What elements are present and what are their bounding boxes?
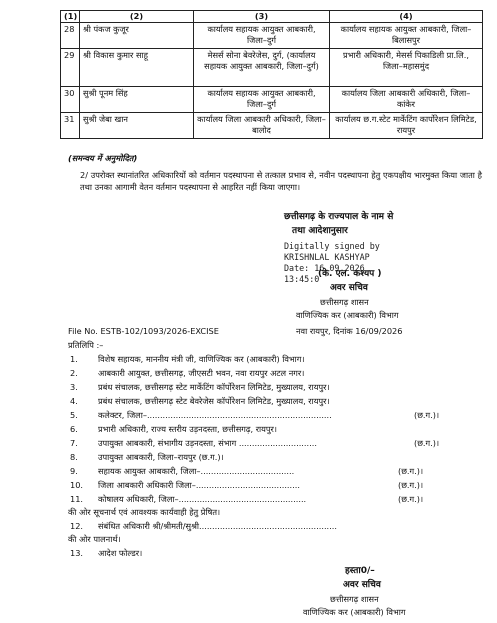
list-item-number: 11.: [70, 494, 84, 504]
row-number: 29: [61, 49, 80, 87]
table-row: [61, 49, 483, 87]
list-item: सहायक आयुक्त आबकारी, जिला–....................................: [98, 466, 295, 476]
table-header: (4): [330, 11, 483, 23]
digital-signature-line: KRISHNLAL KASHYAP: [284, 252, 370, 262]
list-item-suffix: (छ.ग.)।: [414, 438, 440, 448]
copy-label: प्रतिलिपि :–: [68, 340, 104, 350]
table-header-row: [61, 11, 483, 23]
approval-note: (समन्वय में अनुमोदित): [68, 153, 138, 163]
governor-order-line1: छत्तीसगढ़ के राज्यपाल के नाम से: [284, 212, 394, 222]
row-number: 30: [61, 87, 80, 113]
list-item-suffix: (छ.ग.)।: [398, 466, 424, 476]
list-item-number: 12.: [70, 521, 84, 531]
table-header: (3): [194, 11, 330, 23]
digital-signature-line: Digitally signed by: [284, 241, 380, 251]
table-row: [61, 87, 483, 113]
file-number: File No. ESTB-102/1093/2026-EXCISE: [68, 326, 219, 336]
row-number: 31: [61, 113, 80, 139]
new-posting: कार्यालय जिला आबकारी अधिकारी, जिला–कांकेर: [330, 87, 483, 113]
body-paragraph: 2/ उपरोक्त स्थानांतरित अधिकारियों को वर्तमान पदस्थापना से तत्काल प्रभाव से, नवीन पदस्थापना हेतु एकपक्षीय भारमुक्त किया जाता है तथा उनका आगामी वेतन वर्तमान पदस्थापना से आहरित नहीं किया जाएगा।: [80, 170, 482, 192]
governor-order-line2: तथा आदेशानुसार: [292, 226, 348, 236]
list-item-number: 8.: [70, 452, 78, 462]
new-posting: कार्यालय छ.ग.स्टेट मार्केटिंग कार्पोरेशन लिमिटेड, रायपुर: [330, 113, 483, 139]
list-item-suffix: (छ.ग.)।: [414, 410, 440, 420]
signatory-govt: छत्तीसगढ़ शासन: [320, 297, 369, 307]
list-item-number: 10.: [70, 480, 84, 490]
officer-name: श्री पंकज कुजूर: [80, 23, 194, 49]
list-item: प्रबंध संचालक, छत्तीसगढ़ स्टेट मार्केटिंग कॉर्पोरेशन लिमिटेड, मुख्यालय, रायपुर।: [98, 382, 330, 392]
order-date: नवा रायपुर, दिनांक 16/09/2026: [296, 326, 403, 336]
list-item-number: 9.: [70, 466, 78, 476]
list-item-number: 7.: [70, 438, 78, 448]
table-row: [61, 23, 483, 49]
signatory-designation: अवर सचिव: [330, 283, 368, 293]
list-item-number: 1.: [70, 354, 78, 364]
list-item-number: 3.: [70, 382, 78, 392]
current-posting: मेसर्स सोना बेवरेजेस, दुर्ग, (कार्यालय सहायक आयुक्त आबकारी, जिला–दुर्ग): [194, 49, 330, 87]
transfer-table: [60, 10, 483, 139]
list-item: आबकारी आयुक्त, छत्तीसगढ़, जीएसटी भवन, नवा रायपुर अटल नगर।: [98, 368, 305, 378]
list-item: विशेष सहायक, माननीय मंत्री जी, वाणिज्यिक कर (आबकारी) विभाग।: [98, 354, 305, 364]
list-item-suffix: (छ.ग.)।: [398, 480, 424, 490]
table-header: (2): [80, 11, 194, 23]
copy-forward-note: की ओर सूचनार्थ एवं आवश्यक कार्यवाही हेतु प्रेषित।: [68, 507, 221, 517]
table-row: [61, 113, 483, 139]
list-item: कोषालय अधिकारी, जिला–.................................................: [98, 494, 307, 504]
digital-signature-line: 13:45:0: [284, 274, 320, 284]
signatory-govt-2: छत्तीसगढ़ शासन: [330, 594, 379, 604]
list-item: प्रबंध संचालक, छत्तीसगढ़ स्टेट बेवरेजेस कॉर्पोरेशन लिमिटेड, मुख्यालय, रायपुर।: [98, 396, 330, 406]
signatory-name: (के. एल. कश्यप ): [318, 269, 382, 279]
officer-name: श्री विकास कुमार साहू: [80, 49, 194, 87]
list-item: उपायुक्त आबकारी, संभागीय उड़नदस्ता, संभाग ..............................: [98, 438, 317, 448]
current-posting: कार्यालय सहायक आयुक्त आबकारी, जिला–दुर्ग: [194, 87, 330, 113]
table-header: (1): [61, 11, 80, 23]
list-item-number: 6.: [70, 424, 78, 434]
digital-signature-line: Date: 16.09.2026: [284, 263, 365, 273]
list-item: कलेक्टर, जिला–.......................................................................: [98, 410, 332, 420]
list-item: जिला आबकारी अधिकारी जिला–........................................: [98, 480, 300, 490]
signatory-dept: वाणिज्यिक कर (आबकारी) विभाग: [296, 310, 399, 320]
copy-compliance-note: की ओर पालनार्थ।: [68, 534, 121, 544]
list-item-number: 13.: [70, 548, 84, 558]
current-posting: कार्यालय सहायक आयुक्त आबकारी, जिला–दुर्ग: [194, 23, 330, 49]
list-item-suffix: (छ.ग.)।: [398, 494, 424, 504]
list-item: आदेश फोल्डर।: [98, 548, 143, 558]
new-posting: कार्यालय सहायक आयुक्त आबकारी, जिला–बिलासपुर: [330, 23, 483, 49]
new-posting: प्रभारी अधिकारी, मेसर्स पिकाडिली प्रा.लि., जिला–महासमुंद: [330, 49, 483, 87]
signatory-designation-2: अवर सचिव: [343, 580, 381, 590]
current-posting: कार्यालय जिला आबकारी अधिकारी, जिला–बालोद: [194, 113, 330, 139]
list-item-number: 2.: [70, 368, 78, 378]
list-item-number: 4.: [70, 396, 78, 406]
list-item: संबंधित अधिकारी श्री/श्रीमती/सुश्री.....................................................: [98, 521, 337, 531]
signatory-dept-2: वाणिज्यिक कर (आबकारी) विभाग: [303, 607, 406, 617]
list-item: प्रभारी अधिकारी, राज्य स्तरीय उड़नदस्ता, छत्तीसगढ़, रायपुर।: [98, 424, 278, 434]
signed-mark: हस्ता0/–: [345, 566, 375, 576]
row-number: 28: [61, 23, 80, 49]
officer-name: सुश्री जेबा खान: [80, 113, 194, 139]
list-item: उपायुक्त आबकारी, जिला–रायपुर (छ.ग.)।: [98, 452, 224, 462]
list-item-number: 5.: [70, 410, 78, 420]
officer-name: सुश्री पूनम सिंह: [80, 87, 194, 113]
